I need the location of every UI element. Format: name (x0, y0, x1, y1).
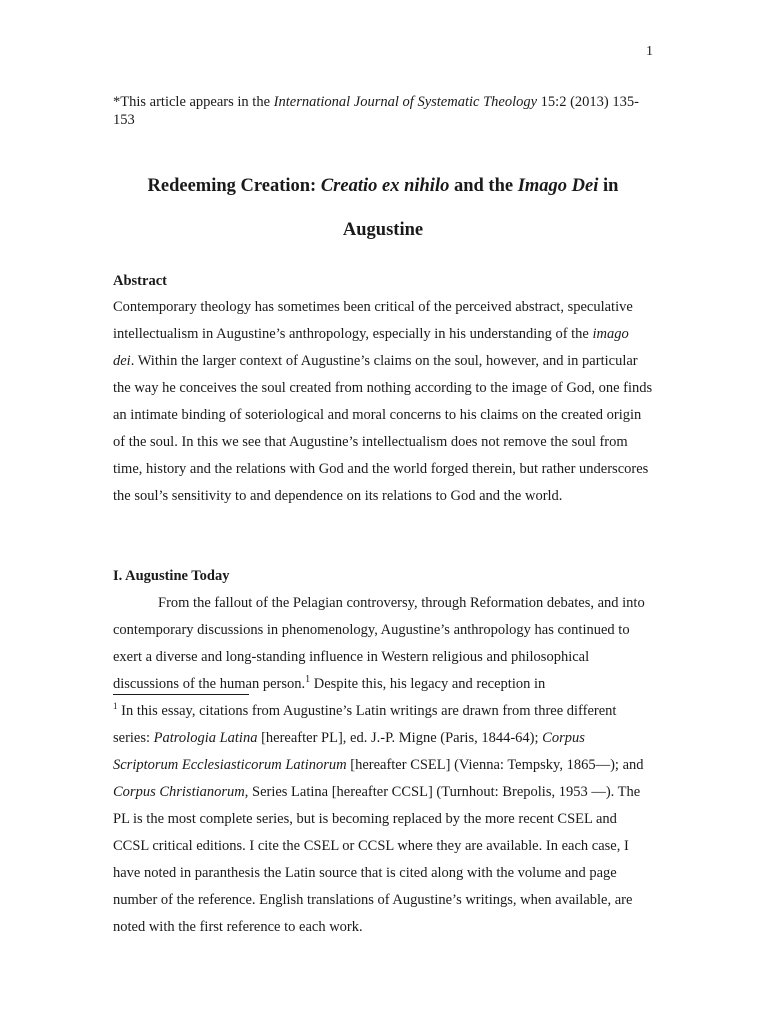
section-text: From the fallout of the Pelagian controversy, through Reformation debates, and into contemporary discussions in phenomenology, Augustine’s anthropology has continued to exert a diverse and long-standing influence in Western religious and philosophical discussions of the human person. (113, 595, 645, 692)
footnote-segment: In this essay, citations from Augustine’s Latin writings are drawn from three different series: (113, 703, 617, 746)
footnote-text (113, 698, 653, 941)
page-number: 1 (646, 44, 653, 59)
footnote-segment: , Series Latina [hereafter CCSL] (Turnhout: Brepolis, 1953 —). The PL is the most complete series, but is becoming replaced by the more recent CSEL and CCSL critical editions. I cite the CSEL or CCSL where they are available. In each case, I have noted in paranthesis the Latin source that is cited along with the volume and page number of the reference. English translations of Augustine’s writings, when available, are noted with the first reference to each work. (113, 784, 641, 935)
abstract-italic-term: imago dei (113, 326, 629, 369)
footnote-segment: [hereafter PL], ed. J.-P. Migne (Paris, 1844-64); (257, 730, 543, 746)
abstract-text (113, 294, 653, 510)
footnote-segment: Corpus Christianorum (113, 784, 245, 800)
footnote-marker: 1 (113, 701, 118, 712)
journal-name: International Journal of Systematic Theology (273, 94, 538, 110)
title-italic-2: Imago Dei (517, 176, 599, 196)
publication-note-suffix: 15:2 (2013) 135-153 (113, 94, 639, 128)
publication-note-prefix: *This article appears in the (113, 94, 274, 110)
footnote-segment: [hereafter CSEL] (Vienna: Tempsky, 1865—); and (346, 757, 644, 773)
abstract-text-end: . Within the larger context of Augustine’s claims on the soul, however, and in particular the way he conceives the soul created from nothing according to the image of God, one finds an intimate binding of soteriological and moral concerns to his claims on the created origin of the soul. In this we see that Augustine’s intellectualism does not remove the soul from time, history and the relations with God and the world forged therein, but rather underscores the soul’s sensitivity to and dependence on its relations to God and the world. (113, 353, 653, 504)
section-heading: I. Augustine Today (113, 568, 230, 584)
publication-note (113, 93, 653, 129)
title-part-1: Redeeming Creation: (147, 176, 321, 196)
abstract-text-start: Contemporary theology has sometimes been critical of the perceived abstract, speculative intellectualism in Augustine’s anthropology, especially in his understanding of the (113, 299, 633, 342)
title-part-3: in Augustine (342, 176, 619, 240)
footnote-separator (113, 694, 249, 695)
section-body-text (113, 590, 653, 698)
section-text-continued: Despite this, his legacy and reception in (310, 676, 546, 692)
abstract-heading: Abstract (113, 273, 167, 289)
article-title (113, 164, 653, 252)
footnote-segment: Patrologia Latina (153, 730, 258, 746)
title-part-2: and the (449, 176, 518, 196)
footnote-reference[interactable]: 1 (305, 674, 311, 686)
title-italic-1: Creatio ex nihilo (320, 176, 450, 196)
footnote-segment: Corpus Scriptorum Ecclesiasticorum Latinorum (113, 730, 585, 773)
